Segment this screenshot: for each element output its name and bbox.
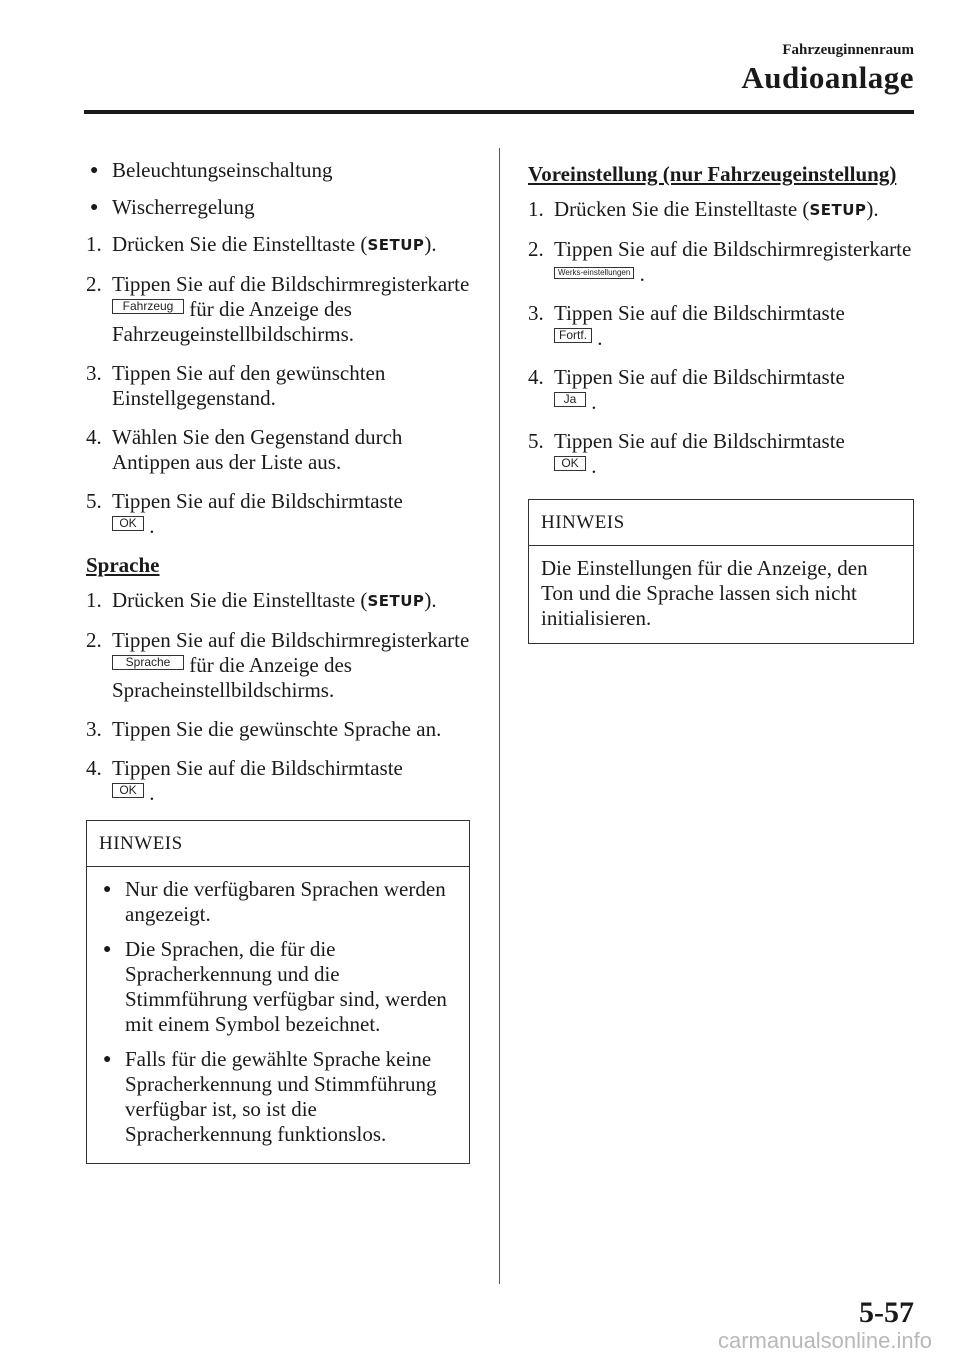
sprache-tab-button: Sprache <box>112 655 184 670</box>
step-text: Tippen Sie auf die Bildschirmtaste <box>554 429 845 453</box>
step-text: Tippen Sie die gewünschte Sprache an. <box>112 717 442 741</box>
ja-button: Ja <box>554 392 586 407</box>
step-number: 2. <box>86 628 102 652</box>
list-item <box>99 1047 457 1147</box>
step-number: 4. <box>86 425 102 449</box>
right-column <box>528 158 914 644</box>
step-number: 5. <box>86 489 102 513</box>
ok-button: OK <box>112 783 144 798</box>
list-item <box>86 195 470 220</box>
bullet-text: Wischerregelung <box>112 195 255 219</box>
step-text-end: ). <box>866 197 879 221</box>
step-number: 4. <box>86 756 102 780</box>
note-box <box>528 499 914 644</box>
step-text-end: . <box>591 454 597 478</box>
step-text-end: . <box>591 390 597 414</box>
step-number: 4. <box>528 365 544 389</box>
step <box>528 301 914 351</box>
step-number: 1. <box>528 197 544 221</box>
section-title: Sprache <box>86 553 160 577</box>
list-item <box>86 158 470 183</box>
left-column <box>86 158 470 1164</box>
step <box>86 232 470 258</box>
ok-button: OK <box>554 456 586 471</box>
setup-key-icon: SETUP <box>367 236 425 254</box>
step-text: Drücken Sie die Einstelltaste ( <box>554 197 810 221</box>
step <box>86 588 470 614</box>
note-body <box>529 546 913 643</box>
watermark: carmanualsonline.info <box>717 1328 932 1353</box>
step-text: Tippen Sie auf die Bildschirmtaste <box>554 301 845 325</box>
step <box>86 756 470 806</box>
step-number: 5. <box>528 429 544 453</box>
step-text: Tippen Sie auf den gewünschten Einstellgegenstand. <box>112 361 386 410</box>
header-rule <box>84 110 914 114</box>
bullet-icon: ● <box>90 163 99 178</box>
column-divider <box>499 148 500 1284</box>
step <box>86 717 470 742</box>
step-text: Wählen Sie den Gegenstand durch Antippen aus der Liste aus. <box>112 425 403 474</box>
step <box>86 272 470 347</box>
bullet-icon: ● <box>90 200 99 215</box>
bullet-icon: ● <box>103 882 112 897</box>
step-text: Drücken Sie die Einstelltaste ( <box>112 232 368 256</box>
step-text: Tippen Sie auf die Bildschirmtaste <box>112 756 403 780</box>
chapter-subtitle: Fahrzeuginnenraum <box>782 42 914 58</box>
step-text-end: für die Anzeige des Fahrzeugeinstellbildschirms. <box>112 297 355 346</box>
step-text: Tippen Sie auf die Bildschirmregisterkarte <box>554 237 912 261</box>
setup-key-icon: SETUP <box>367 592 425 610</box>
bullet-icon: ● <box>103 942 112 957</box>
step-text-end: ). <box>424 588 437 612</box>
setup-key-icon: SETUP <box>809 201 867 219</box>
step <box>528 365 914 415</box>
step <box>528 197 914 223</box>
list-item <box>99 937 457 1037</box>
step <box>528 429 914 479</box>
step-number: 2. <box>528 237 544 261</box>
step <box>528 237 914 287</box>
note-text: Die Einstellungen für die Anzeige, den Ton und die Sprache lassen sich nicht initialisieren. <box>541 556 868 630</box>
step-text: Tippen Sie auf die Bildschirmregisterkarte <box>112 272 470 296</box>
step-text: Tippen Sie auf die Bildschirmregisterkarte <box>112 628 470 652</box>
step <box>86 361 470 411</box>
step-text-end: . <box>149 514 155 538</box>
step-number: 3. <box>86 361 102 385</box>
step-number: 1. <box>86 588 102 612</box>
note-body <box>87 867 469 1163</box>
werkseinstellungen-tab-button: Werks-einstellungen <box>554 267 634 279</box>
step <box>86 425 470 475</box>
step-text-end: . <box>149 781 155 805</box>
section-title: Voreinstellung (nur Fahrzeugeinstellung) <box>528 162 897 186</box>
bullet-text: Falls für die gewählte Sprache keine Spracherkennung und Stimmführung verfügbar ist, so ist die Spracherkennung funktionslos. <box>125 1047 437 1146</box>
step-text-end: . <box>597 326 603 350</box>
step-text-end: ). <box>424 232 437 256</box>
step-text: Drücken Sie die Einstelltaste ( <box>112 588 368 612</box>
bullet-text: Beleuchtungseinschaltung <box>112 158 333 182</box>
step-text-end: . <box>639 262 645 286</box>
list-item <box>99 877 457 927</box>
step-text: Tippen Sie auf die Bildschirmtaste <box>554 365 845 389</box>
ok-button: OK <box>112 516 144 531</box>
step-number: 1. <box>86 232 102 256</box>
step <box>86 628 470 703</box>
step-text: Tippen Sie auf die Bildschirmtaste <box>112 489 403 513</box>
step-number: 2. <box>86 272 102 296</box>
note-heading: HINWEIS <box>529 500 913 546</box>
page-number: 5-57 <box>859 1296 914 1329</box>
fahrzeug-tab-button: Fahrzeug <box>112 299 184 314</box>
fortf-button: Fortf. <box>554 328 592 343</box>
step <box>86 489 470 539</box>
step-number: 3. <box>86 717 102 741</box>
step-text-end: für die Anzeige des Spracheinstellbildschirms. <box>112 653 352 702</box>
bullet-text: Nur die verfügbaren Sprachen werden angezeigt. <box>125 877 446 926</box>
step-number: 3. <box>528 301 544 325</box>
bullet-icon: ● <box>103 1052 112 1067</box>
bullet-text: Die Sprachen, die für die Spracherkennung und die Stimmführung verfügbar sind, werden mit einem Symbol bezeichnet. <box>125 937 447 1036</box>
chapter-title: Audioanlage <box>741 60 914 95</box>
note-box <box>86 820 470 1164</box>
note-heading: HINWEIS <box>87 821 469 867</box>
